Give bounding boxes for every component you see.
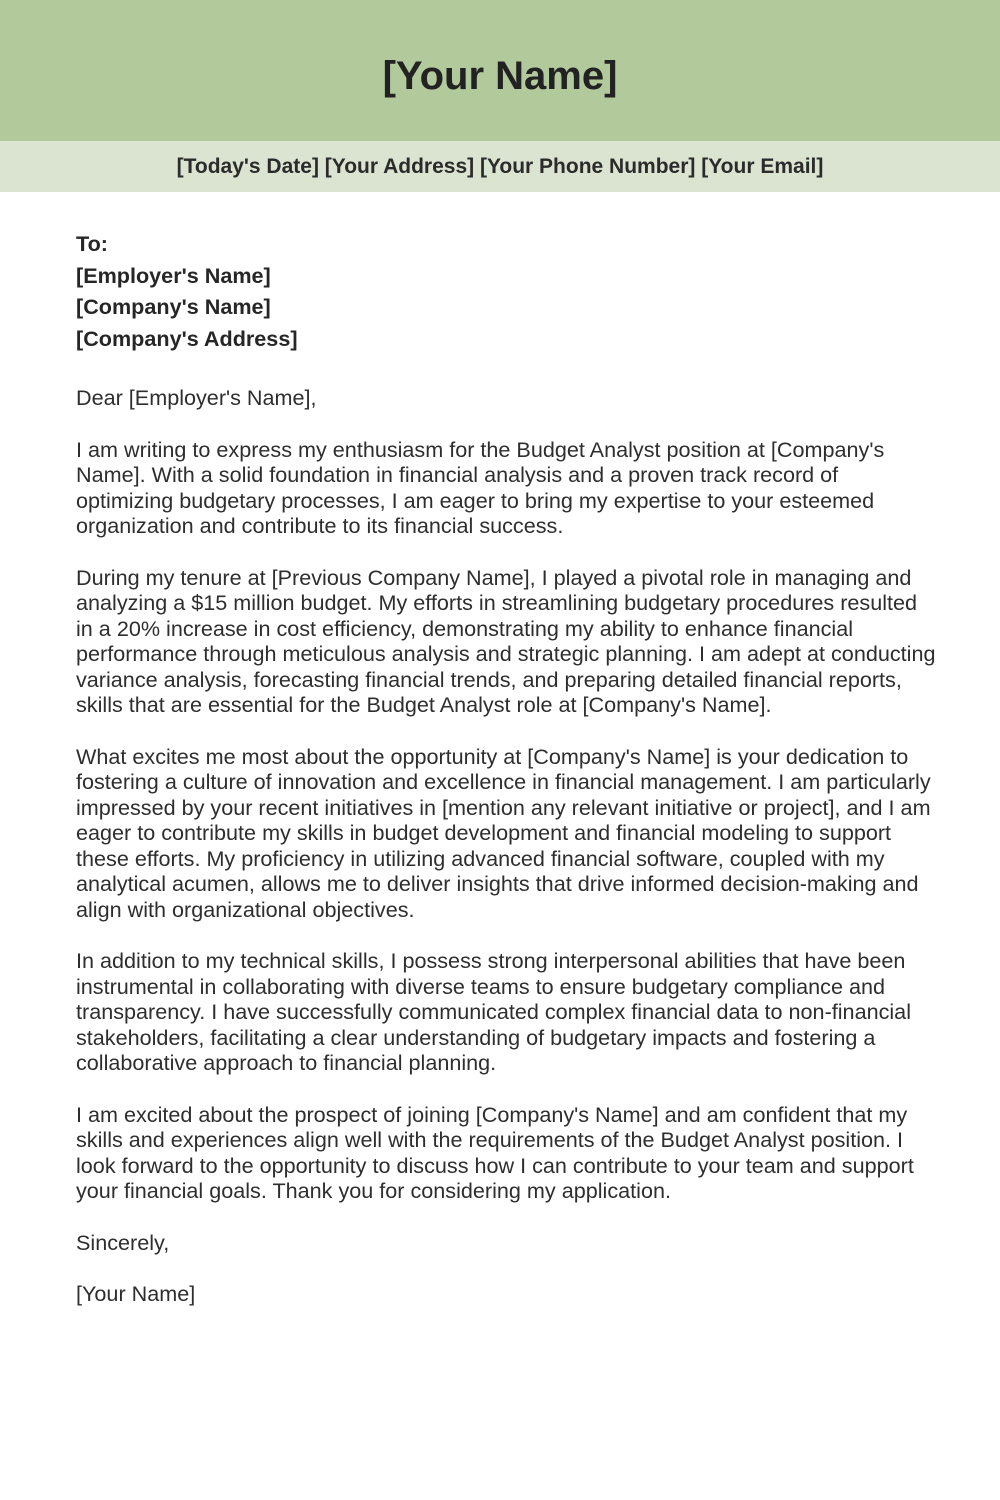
closing: Sincerely,: [76, 1229, 170, 1255]
paragraph-motivation: What excites me most about the opportunity at [Company's Name] is your dedication to fostering a culture of innovation and excellence in financial management. I am particularly impressed by your recent initiatives in [mention any relevant initiative or project], and I am eager to contribute my skills in budget development and financial modeling to support these efforts. My proficiency in utilizing advanced financial software, coupled with my analytical acumen, allows me to deliver insights that drive informed decision-making and align with organizational objectives.: [76, 743, 931, 922]
recipient-to-label: To:: [76, 231, 108, 256]
recipient-block: [76, 228, 936, 354]
letter-body: [76, 228, 936, 1307]
paragraph-experience: During my tenure at [Previous Company Name], I played a pivotal role in managing and analyzing a $15 million budget. My efforts in streamlining budgetary procedures resulted in a 20% increase in cost efficiency, demonstrating my ability to enhance financial performance through meticulous analysis and strategic planning. I am adept at conducting variance analysis, forecasting financial trends, and preparing detailed financial reports, skills that are essential for the Budget Analyst role at [Company's Name].: [76, 564, 936, 717]
salutation: Dear [Employer's Name],: [76, 385, 317, 410]
paragraph-conclusion: I am excited about the prospect of joining [Company's Name] and am confident that my skills and experiences align well with the requirements of the Budget Analyst position. I look forward to the opportunity to discuss how I can contribute to your team and support your financial goals. Thank you for considering my application.: [76, 1101, 914, 1203]
recipient-company-address: [Company's Address]: [76, 325, 298, 351]
paragraph-interpersonal: In addition to my technical skills, I possess strong interpersonal abilities that have been instrumental in collaborating with diverse teams to ensure budgetary compliance and transparency. I have successfully communicated complex financial data to non-financial stakeholders, facilitating a clear understanding of budgetary impacts and fostering a collaborative approach to financial planning.: [76, 948, 911, 1075]
recipient-company-name: [Company's Name]: [76, 294, 271, 319]
recipient-employer-name: [Employer's Name]: [76, 262, 271, 288]
applicant-name-heading: [Your Name]: [382, 54, 618, 98]
signature-name: [Your Name]: [76, 1281, 196, 1306]
contact-info-line: [Today's Date] [Your Address] [Your Phone Number] [Your Email]: [176, 155, 824, 178]
paragraph-intro: I am writing to express my enthusiasm for the Budget Analyst position at [Company's Name]. With a solid foundation in financial analysis and a proven track record of optimizing budgetary processes, I am eager to bring my expertise to your esteemed organization and contribute to its financial success.: [76, 436, 885, 538]
